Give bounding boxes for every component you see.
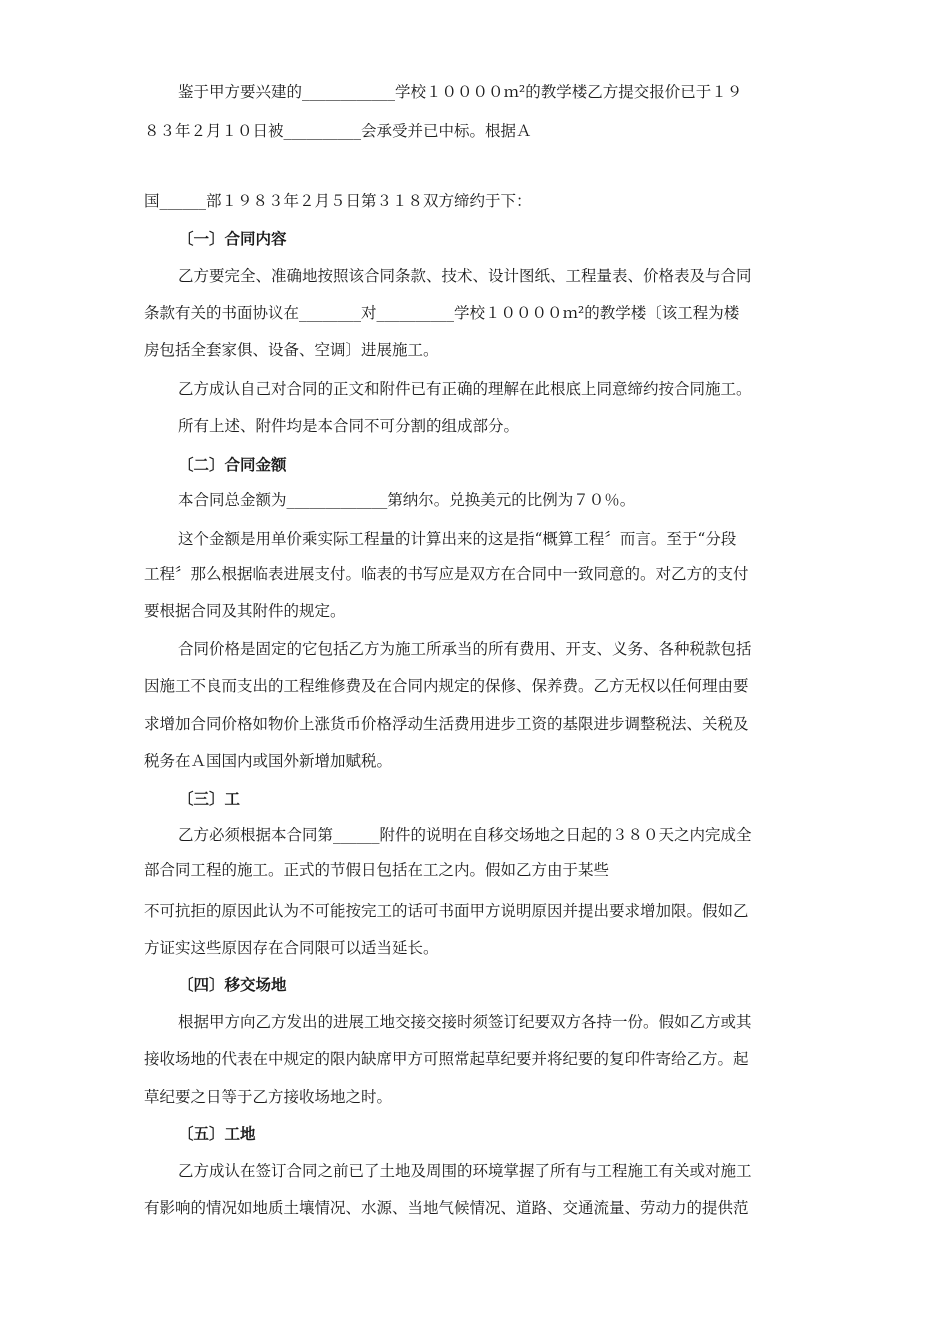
section-4-line-1: 根据甲方向乙方发出的进展工地交接交接时须签订纪要双方各持一份。假如乙方或其 xyxy=(178,1013,752,1031)
section-2-line-6: 因施工不良而支出的工程维修费及在合同内规定的保修、保养费。乙方无权以任何理由要 xyxy=(144,677,749,695)
section-4-line-2: 接收场地的代表在中规定的限内缺席甲方可照常起草纪要并将纪要的复印件寄给乙方。起 xyxy=(144,1050,749,1068)
section-1-line-4: 乙方成认自己对合同的正文和附件已有正确的理解在此根底上同意缔约按合同施工。 xyxy=(178,380,752,398)
section-1-line-5: 所有上述、附件均是本合同不可分割的组成部分。 xyxy=(178,417,520,435)
section-2-line-5: 合同价格是固定的它包括乙方为施工所承当的所有费用、开支、义务、各种税款包括 xyxy=(178,640,752,658)
section-2-line-7: 求增加合同价格如物价上涨货币价格浮动生活费用进步工资的基限进步调整税法、关税及 xyxy=(144,715,749,733)
paragraph-intro-line-2: ８３年２月１０日被__________会承受并已中标。根据Ａ xyxy=(144,122,532,140)
section-2-line-1: 本合同总金额为_____________第纳尔。兑换美元的比例为７０％。 xyxy=(178,491,636,509)
section-2-line-3: 工程〞那么根据临表进展支付。临表的书写应是双方在合同中一致同意的。对乙方的支付 xyxy=(144,565,749,583)
section-3-line-1: 乙方必须根据本合同第______附件的说明在自移交场地之日起的３８０天之内完成全 xyxy=(178,826,752,844)
section-heading-1: 〔一〕合同内容 xyxy=(178,230,287,248)
section-heading-4: 〔四〕移交场地 xyxy=(178,976,287,994)
section-5-line-2: 有影响的情况如地质土壤情况、水源、当地气候情况、道路、交通流量、劳动力的提供范 xyxy=(144,1199,749,1217)
section-3-line-3: 不可抗拒的原因此认为不可能按完工的话可书面甲方说明原因并提出要求增加限。假如乙 xyxy=(144,902,749,920)
section-1-line-1: 乙方要完全、准确地按照该合同条款、技术、设计图纸、工程量表、价格表及与合同 xyxy=(178,267,752,285)
section-3-line-2: 部合同工程的施工。正式的节假日包括在工之内。假如乙方由于某些 xyxy=(144,861,610,879)
section-1-line-2: 条款有关的书面协议在________对__________学校１００００ｍ²的教学楼〔该工程为楼 xyxy=(144,304,740,322)
section-1-line-3: 房包括全套家俱、设备、空调〕进展施工。 xyxy=(144,341,439,359)
section-heading-2: 〔二〕合同金额 xyxy=(178,456,287,474)
section-3-line-4: 方证实这些原因存在合同限可以适当延长。 xyxy=(144,939,439,957)
section-heading-3: 〔三〕工 xyxy=(178,790,241,808)
paragraph-intro-line-1: 鉴于甲方要兴建的____________学校１００００ｍ²的教学楼乙方提交报价已于１９ xyxy=(178,83,743,101)
section-2-line-4: 要根据合同及其附件的规定。 xyxy=(144,602,346,620)
section-2-line-8: 税务在Ａ国国内或国外新增加赋税。 xyxy=(144,752,393,770)
section-heading-5: 〔五〕工地 xyxy=(178,1125,256,1143)
section-5-line-1: 乙方成认在签订合同之前已了土地及周围的环境掌握了所有与工程施工有关或对施工 xyxy=(178,1162,752,1180)
paragraph-intro-line-3: 国______部１９８３年２月５日第３１８双方缔约于下： xyxy=(144,192,532,210)
section-2-line-2: 这个金额是用单价乘实际工程量的计算出来的这是指“概算工程〞而言。至于“分段 xyxy=(178,530,737,548)
section-4-line-3: 草纪要之日等于乙方接收场地之时。 xyxy=(144,1088,393,1106)
